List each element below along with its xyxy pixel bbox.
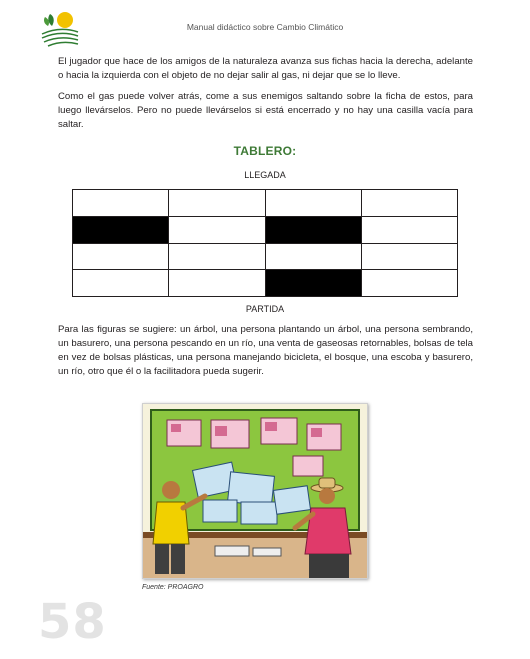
page-number: 58 xyxy=(38,594,107,650)
board-cell-filled xyxy=(265,270,361,297)
body-paragraph-3: Para las figuras se sugiere: un árbol, una persona plantando un árbol, una persona sembrando, un basurero, una persona pescando en un río, una venta de gaseosas retornables, bolsas de tela en vez de bolsas plásticas, una persona manejando bicicleta, el bosque, una escoba y basurero, un río, otro que él o la facilitadora pueda sugerir. xyxy=(58,324,473,377)
classroom-illustration xyxy=(142,403,368,579)
board-top-label: LLEGADA xyxy=(244,170,286,180)
board-cell-empty xyxy=(73,270,169,297)
board-row xyxy=(73,243,458,270)
board-cell-empty xyxy=(169,270,265,297)
header-title: Manual didáctico sobre Cambio Climático xyxy=(186,22,344,32)
board-cell-empty xyxy=(265,243,361,270)
body-paragraph-2: Como el gas puede volver atrás, come a sus enemigos saltando sobre la ficha de estos, para luego llevárselos. Pero no puede llevárselos si está encerrado y no hay una casilla vacía para saltar. xyxy=(58,91,473,130)
board-cell-empty xyxy=(265,190,361,217)
body-paragraph-1: El jugador que hace de los amigos de la naturaleza avanza sus fichas hacia la derecha, adelante o hacia la izquierda con el objeto de no dejar salir al gas, ni dejar que se lo lleve. xyxy=(58,56,473,81)
board-cell-empty xyxy=(169,216,265,243)
board-cell-empty xyxy=(73,190,169,217)
section-heading: TABLERO: xyxy=(233,144,297,158)
board-cell-empty xyxy=(361,216,457,243)
board-cell-empty xyxy=(361,190,457,217)
board-row xyxy=(73,270,458,297)
board-cell-empty xyxy=(169,243,265,270)
classroom-board-illustration-icon xyxy=(143,404,367,578)
board-cell-filled xyxy=(265,216,361,243)
board-cell-empty xyxy=(73,243,169,270)
board-cell-empty xyxy=(169,190,265,217)
game-board xyxy=(72,189,458,297)
figure-caption: Fuente: PROAGRO xyxy=(142,584,204,591)
board-cell-filled xyxy=(73,216,169,243)
board-row xyxy=(73,216,458,243)
board-cell-empty xyxy=(361,243,457,270)
board-cell-empty xyxy=(361,270,457,297)
board-bottom-label: PARTIDA xyxy=(245,304,285,314)
board-row xyxy=(73,190,458,217)
